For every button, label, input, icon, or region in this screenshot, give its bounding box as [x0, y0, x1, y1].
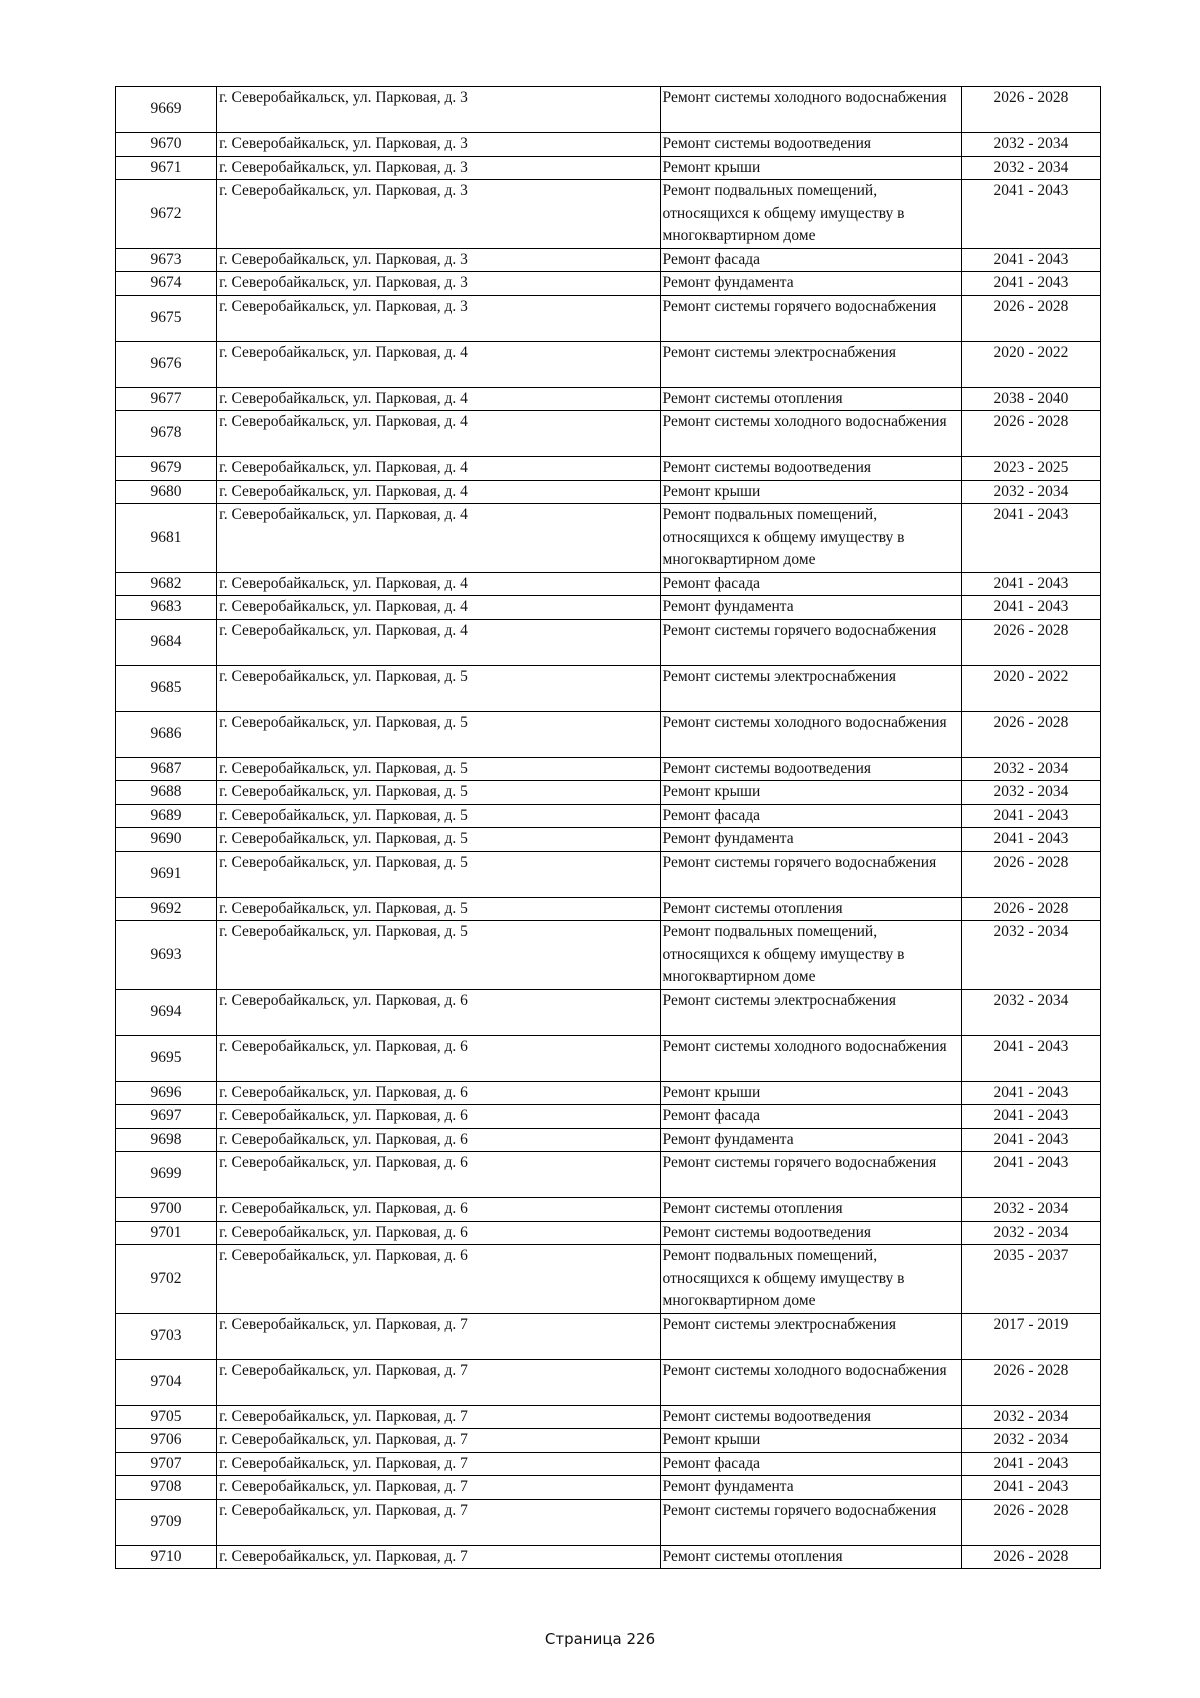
address-cell: г. Северобайкальск, ул. Парковая, д. 5 [217, 757, 660, 781]
address-cell: г. Северобайкальск, ул. Парковая, д. 4 [217, 411, 660, 457]
table-row [116, 156, 1101, 180]
period-cell: 2041 - 2043 [961, 272, 1100, 296]
period-cell: 2032 - 2034 [961, 921, 1100, 990]
address-cell: г. Северобайкальск, ул. Парковая, д. 4 [217, 596, 660, 620]
work-type-cell: Ремонт системы отопления [660, 897, 961, 921]
work-type-cell: Ремонт системы отопления [660, 1198, 961, 1222]
work-type-cell: Ремонт системы водоотведения [660, 1405, 961, 1429]
period-cell: 2032 - 2034 [961, 1429, 1100, 1453]
address-cell: г. Северобайкальск, ул. Парковая, д. 7 [217, 1313, 660, 1359]
table-row [116, 457, 1101, 481]
table-row [116, 572, 1101, 596]
table-row [116, 180, 1101, 249]
work-type-cell: Ремонт системы водоотведения [660, 457, 961, 481]
period-cell: 2032 - 2034 [961, 156, 1100, 180]
work-type-cell: Ремонт крыши [660, 1081, 961, 1105]
work-type-cell: Ремонт системы холодного водоснабжения [660, 1359, 961, 1405]
table-row [116, 619, 1101, 665]
table-row [116, 272, 1101, 296]
address-cell: г. Северобайкальск, ул. Парковая, д. 7 [217, 1429, 660, 1453]
address-cell: г. Северобайкальск, ул. Парковая, д. 4 [217, 457, 660, 481]
page-number: Страница 226 [544, 1630, 656, 1648]
address-cell: г. Северобайкальск, ул. Парковая, д. 5 [217, 897, 660, 921]
address-cell: г. Северобайкальск, ул. Парковая, д. 4 [217, 572, 660, 596]
address-cell: г. Северобайкальск, ул. Парковая, д. 3 [217, 133, 660, 157]
row-number-cell: 9701 [116, 1221, 217, 1245]
table-row [116, 248, 1101, 272]
work-type-cell: Ремонт фасада [660, 1452, 961, 1476]
period-cell: 2026 - 2028 [961, 711, 1100, 757]
row-number-cell: 9677 [116, 387, 217, 411]
address-cell: г. Северобайкальск, ул. Парковая, д. 5 [217, 851, 660, 897]
work-type-cell: Ремонт системы холодного водоснабжения [660, 1035, 961, 1081]
row-number-cell: 9694 [116, 989, 217, 1035]
address-cell: г. Северобайкальск, ул. Парковая, д. 6 [217, 989, 660, 1035]
address-cell: г. Северобайкальск, ул. Парковая, д. 5 [217, 804, 660, 828]
row-number-cell: 9671 [116, 156, 217, 180]
period-cell: 2041 - 2043 [961, 504, 1100, 573]
row-number-cell: 9695 [116, 1035, 217, 1081]
period-cell: 2041 - 2043 [961, 1152, 1100, 1198]
row-number-cell: 9672 [116, 180, 217, 249]
period-cell: 2026 - 2028 [961, 851, 1100, 897]
row-number-cell: 9670 [116, 133, 217, 157]
work-type-cell: Ремонт фундамента [660, 272, 961, 296]
work-type-cell: Ремонт системы холодного водоснабжения [660, 711, 961, 757]
work-type-cell: Ремонт системы электроснабжения [660, 665, 961, 711]
table-row [116, 781, 1101, 805]
work-type-cell: Ремонт системы отопления [660, 1545, 961, 1569]
table-row [116, 596, 1101, 620]
row-number-cell: 9697 [116, 1105, 217, 1129]
work-type-cell: Ремонт фундамента [660, 1476, 961, 1500]
table-row [116, 921, 1101, 990]
address-cell: г. Северобайкальск, ул. Парковая, д. 5 [217, 711, 660, 757]
address-cell: г. Северобайкальск, ул. Парковая, д. 5 [217, 781, 660, 805]
period-cell: 2038 - 2040 [961, 387, 1100, 411]
table-row [116, 341, 1101, 387]
work-type-cell: Ремонт системы холодного водоснабжения [660, 87, 961, 133]
period-cell: 2032 - 2034 [961, 133, 1100, 157]
row-number-cell: 9673 [116, 248, 217, 272]
period-cell: 2041 - 2043 [961, 596, 1100, 620]
row-number-cell: 9699 [116, 1152, 217, 1198]
work-type-cell: Ремонт системы электроснабжения [660, 989, 961, 1035]
table-row [116, 480, 1101, 504]
work-type-cell: Ремонт крыши [660, 781, 961, 805]
period-cell: 2023 - 2025 [961, 457, 1100, 481]
row-number-cell: 9678 [116, 411, 217, 457]
work-type-cell: Ремонт фасада [660, 572, 961, 596]
period-cell: 2032 - 2034 [961, 781, 1100, 805]
row-number-cell: 9705 [116, 1405, 217, 1429]
address-cell: г. Северобайкальск, ул. Парковая, д. 6 [217, 1245, 660, 1314]
row-number-cell: 9693 [116, 921, 217, 990]
table-body [116, 87, 1101, 1569]
row-number-cell: 9689 [116, 804, 217, 828]
table-row [116, 1245, 1101, 1314]
address-cell: г. Северобайкальск, ул. Парковая, д. 6 [217, 1105, 660, 1129]
table-row [116, 711, 1101, 757]
work-type-cell: Ремонт системы холодного водоснабжения [660, 411, 961, 457]
row-number-cell: 9706 [116, 1429, 217, 1453]
address-cell: г. Северобайкальск, ул. Парковая, д. 3 [217, 272, 660, 296]
row-number-cell: 9687 [116, 757, 217, 781]
period-cell: 2041 - 2043 [961, 572, 1100, 596]
work-type-cell: Ремонт фасада [660, 248, 961, 272]
row-number-cell: 9709 [116, 1499, 217, 1545]
address-cell: г. Северобайкальск, ул. Парковая, д. 4 [217, 480, 660, 504]
row-number-cell: 9674 [116, 272, 217, 296]
work-type-cell: Ремонт системы горячего водоснабжения [660, 619, 961, 665]
period-cell: 2041 - 2043 [961, 1105, 1100, 1129]
period-cell: 2020 - 2022 [961, 665, 1100, 711]
period-cell: 2041 - 2043 [961, 1476, 1100, 1500]
row-number-cell: 9675 [116, 295, 217, 341]
period-cell: 2032 - 2034 [961, 757, 1100, 781]
table-row [116, 1313, 1101, 1359]
work-type-cell: Ремонт крыши [660, 480, 961, 504]
address-cell: г. Северобайкальск, ул. Парковая, д. 6 [217, 1152, 660, 1198]
address-cell: г. Северобайкальск, ул. Парковая, д. 3 [217, 87, 660, 133]
table-row [116, 1152, 1101, 1198]
table-row [116, 387, 1101, 411]
address-cell: г. Северобайкальск, ул. Парковая, д. 6 [217, 1198, 660, 1222]
table-row [116, 1499, 1101, 1545]
table-row [116, 87, 1101, 133]
table-row [116, 1545, 1101, 1569]
table-row [116, 665, 1101, 711]
period-cell: 2026 - 2028 [961, 1545, 1100, 1569]
work-type-cell: Ремонт системы горячего водоснабжения [660, 1152, 961, 1198]
table-row [116, 1128, 1101, 1152]
table-row [116, 1359, 1101, 1405]
address-cell: г. Северобайкальск, ул. Парковая, д. 3 [217, 156, 660, 180]
work-type-cell: Ремонт фасада [660, 804, 961, 828]
row-number-cell: 9684 [116, 619, 217, 665]
row-number-cell: 9696 [116, 1081, 217, 1105]
table-row [116, 1429, 1101, 1453]
address-cell: г. Северобайкальск, ул. Парковая, д. 7 [217, 1499, 660, 1545]
row-number-cell: 9683 [116, 596, 217, 620]
row-number-cell: 9702 [116, 1245, 217, 1314]
row-number-cell: 9688 [116, 781, 217, 805]
row-number-cell: 9704 [116, 1359, 217, 1405]
work-type-cell: Ремонт системы горячего водоснабжения [660, 295, 961, 341]
period-cell: 2032 - 2034 [961, 1221, 1100, 1245]
row-number-cell: 9710 [116, 1545, 217, 1569]
period-cell: 2032 - 2034 [961, 989, 1100, 1035]
period-cell: 2041 - 2043 [961, 248, 1100, 272]
work-type-cell: Ремонт фасада [660, 1105, 961, 1129]
period-cell: 2041 - 2043 [961, 1128, 1100, 1152]
row-number-cell: 9679 [116, 457, 217, 481]
address-cell: г. Северобайкальск, ул. Парковая, д. 3 [217, 295, 660, 341]
address-cell: г. Северобайкальск, ул. Парковая, д. 4 [217, 504, 660, 573]
table-row [116, 851, 1101, 897]
row-number-cell: 9669 [116, 87, 217, 133]
work-type-cell: Ремонт подвальных помещений, относящихся к общему имуществу в многоквартирном доме [660, 1245, 961, 1314]
work-type-cell: Ремонт системы отопления [660, 387, 961, 411]
work-type-cell: Ремонт системы водоотведения [660, 133, 961, 157]
table-row [116, 1476, 1101, 1500]
work-type-cell: Ремонт фундамента [660, 596, 961, 620]
work-type-cell: Ремонт системы электроснабжения [660, 341, 961, 387]
work-type-cell: Ремонт крыши [660, 1429, 961, 1453]
address-cell: г. Северобайкальск, ул. Парковая, д. 6 [217, 1128, 660, 1152]
table-row [116, 757, 1101, 781]
work-type-cell: Ремонт крыши [660, 156, 961, 180]
address-cell: г. Северобайкальск, ул. Парковая, д. 7 [217, 1452, 660, 1476]
row-number-cell: 9686 [116, 711, 217, 757]
address-cell: г. Северобайкальск, ул. Парковая, д. 4 [217, 387, 660, 411]
work-type-cell: Ремонт фундамента [660, 1128, 961, 1152]
row-number-cell: 9676 [116, 341, 217, 387]
period-cell: 2026 - 2028 [961, 1359, 1100, 1405]
address-cell: г. Северобайкальск, ул. Парковая, д. 5 [217, 921, 660, 990]
address-cell: г. Северобайкальск, ул. Парковая, д. 4 [217, 341, 660, 387]
period-cell: 2041 - 2043 [961, 1081, 1100, 1105]
address-cell: г. Северобайкальск, ул. Парковая, д. 5 [217, 828, 660, 852]
period-cell: 2041 - 2043 [961, 1035, 1100, 1081]
repair-schedule-table [115, 86, 1101, 1569]
period-cell: 2017 - 2019 [961, 1313, 1100, 1359]
table-row [116, 133, 1101, 157]
address-cell: г. Северобайкальск, ул. Парковая, д. 6 [217, 1081, 660, 1105]
row-number-cell: 9707 [116, 1452, 217, 1476]
work-type-cell: Ремонт подвальных помещений, относящихся к общему имуществу в многоквартирном доме [660, 921, 961, 990]
work-type-cell: Ремонт фундамента [660, 828, 961, 852]
table-row [116, 411, 1101, 457]
address-cell: г. Северобайкальск, ул. Парковая, д. 7 [217, 1476, 660, 1500]
period-cell: 2026 - 2028 [961, 619, 1100, 665]
table-row [116, 1405, 1101, 1429]
row-number-cell: 9708 [116, 1476, 217, 1500]
table-row [116, 828, 1101, 852]
row-number-cell: 9681 [116, 504, 217, 573]
period-cell: 2026 - 2028 [961, 87, 1100, 133]
period-cell: 2026 - 2028 [961, 897, 1100, 921]
period-cell: 2041 - 2043 [961, 804, 1100, 828]
table-row [116, 1035, 1101, 1081]
work-type-cell: Ремонт подвальных помещений, относящихся к общему имуществу в многоквартирном доме [660, 180, 961, 249]
row-number-cell: 9700 [116, 1198, 217, 1222]
table-row [116, 897, 1101, 921]
period-cell: 2026 - 2028 [961, 1499, 1100, 1545]
address-cell: г. Северобайкальск, ул. Парковая, д. 3 [217, 180, 660, 249]
work-type-cell: Ремонт подвальных помещений, относящихся к общему имуществу в многоквартирном доме [660, 504, 961, 573]
period-cell: 2026 - 2028 [961, 295, 1100, 341]
row-number-cell: 9680 [116, 480, 217, 504]
period-cell: 2035 - 2037 [961, 1245, 1100, 1314]
address-cell: г. Северобайкальск, ул. Парковая, д. 6 [217, 1221, 660, 1245]
table-row [116, 295, 1101, 341]
work-type-cell: Ремонт системы горячего водоснабжения [660, 851, 961, 897]
row-number-cell: 9690 [116, 828, 217, 852]
address-cell: г. Северобайкальск, ул. Парковая, д. 7 [217, 1405, 660, 1429]
work-type-cell: Ремонт системы горячего водоснабжения [660, 1499, 961, 1545]
table-row [116, 1452, 1101, 1476]
table-row [116, 1221, 1101, 1245]
address-cell: г. Северобайкальск, ул. Парковая, д. 3 [217, 248, 660, 272]
table-row [116, 989, 1101, 1035]
period-cell: 2032 - 2034 [961, 1405, 1100, 1429]
address-cell: г. Северобайкальск, ул. Парковая, д. 4 [217, 619, 660, 665]
period-cell: 2032 - 2034 [961, 480, 1100, 504]
period-cell: 2020 - 2022 [961, 341, 1100, 387]
row-number-cell: 9703 [116, 1313, 217, 1359]
work-type-cell: Ремонт системы водоотведения [660, 1221, 961, 1245]
table-row [116, 504, 1101, 573]
period-cell: 2032 - 2034 [961, 1198, 1100, 1222]
period-cell: 2026 - 2028 [961, 411, 1100, 457]
table-row [116, 1198, 1101, 1222]
address-cell: г. Северобайкальск, ул. Парковая, д. 6 [217, 1035, 660, 1081]
period-cell: 2041 - 2043 [961, 828, 1100, 852]
row-number-cell: 9682 [116, 572, 217, 596]
period-cell: 2041 - 2043 [961, 1452, 1100, 1476]
row-number-cell: 9685 [116, 665, 217, 711]
row-number-cell: 9692 [116, 897, 217, 921]
row-number-cell: 9691 [116, 851, 217, 897]
address-cell: г. Северобайкальск, ул. Парковая, д. 5 [217, 665, 660, 711]
table-row [116, 804, 1101, 828]
work-type-cell: Ремонт системы электроснабжения [660, 1313, 961, 1359]
table-row [116, 1081, 1101, 1105]
table-row [116, 1105, 1101, 1129]
period-cell: 2041 - 2043 [961, 180, 1100, 249]
address-cell: г. Северобайкальск, ул. Парковая, д. 7 [217, 1545, 660, 1569]
address-cell: г. Северобайкальск, ул. Парковая, д. 7 [217, 1359, 660, 1405]
work-type-cell: Ремонт системы водоотведения [660, 757, 961, 781]
row-number-cell: 9698 [116, 1128, 217, 1152]
